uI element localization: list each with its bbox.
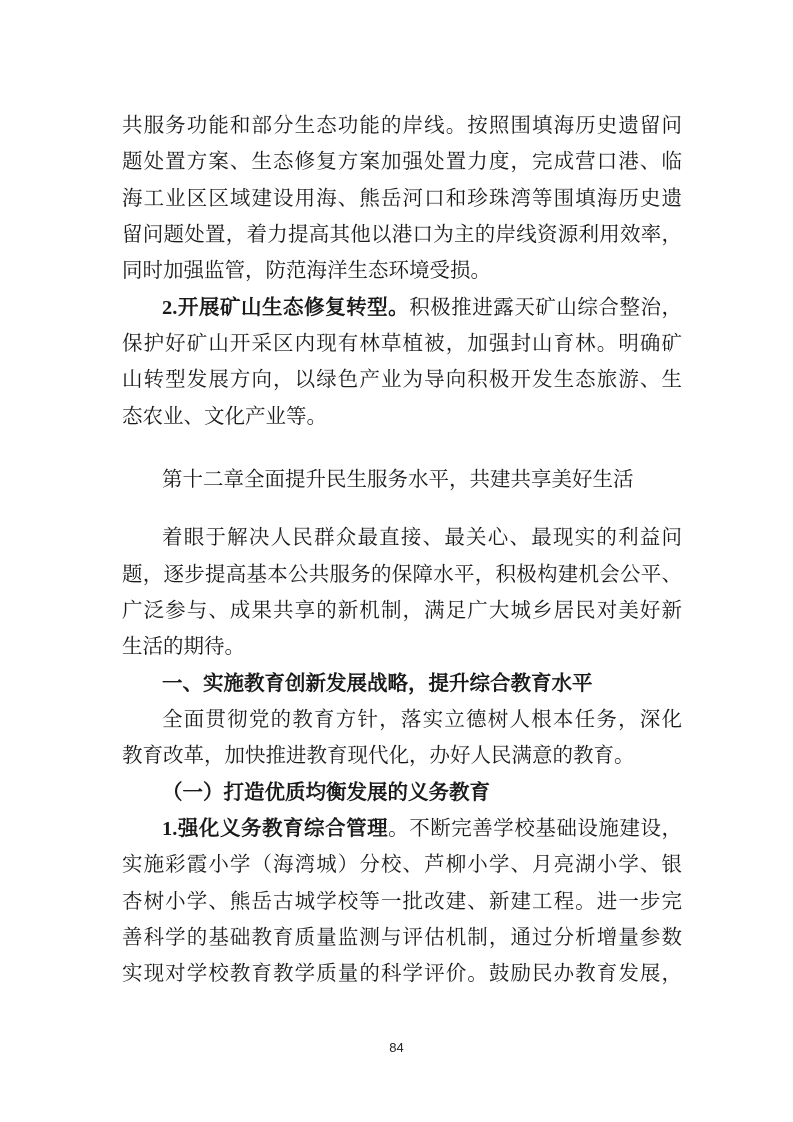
body-text-line: 题，逐步提高基本公共服务的保障水平，积极构建机会公平、 xyxy=(122,562,682,586)
mining-paragraph-first-line xyxy=(162,289,682,325)
mining-lead-title: 2.开展矿山生态修复转型。 xyxy=(162,297,410,319)
body-text-line: 题处置方案、生态修复方案加强处置力度，完成营口港、临 xyxy=(122,149,682,173)
body-text-line: 善科学的基础教育质量监测与评估机制，通过分析增量参数 xyxy=(122,925,682,949)
body-text-line: 实现对学校教育教学质量的科学评价。鼓励民办教育发展， xyxy=(122,961,682,985)
body-text-line: 留问题处置，着力提高其他以港口为主的岸线资源利用效率， xyxy=(122,222,682,246)
body-text-line: 实施彩霞小学（海湾城）分校、芦柳小学、月亮湖小学、银 xyxy=(122,852,682,876)
chapter-title: 第十二章全面提升民生服务水平，共建共享美好生活 xyxy=(162,467,634,491)
body-text-line: 共服务功能和部分生态功能的岸线。按照围填海历史遗留问 xyxy=(122,113,682,137)
body-text-line: 生活的期待。 xyxy=(122,634,245,658)
mining-lead-rest: 积极推进露天矿山综合整治， xyxy=(409,295,682,319)
body-text-line: 杏树小学、熊岳古城学校等一批改建、新建工程。进一步完 xyxy=(122,889,682,913)
education-paragraph-first-line xyxy=(162,810,682,846)
page-number: 84 xyxy=(389,1040,404,1055)
education-lead-rest: 。不断完善学校基础设施建设， xyxy=(388,816,682,840)
body-text-line: 保护好矿山开采区内现有林草植被，加强封山育林。明确矿 xyxy=(122,331,682,355)
education-lead-title: 1.强化义务教育综合管理 xyxy=(162,818,389,840)
body-text-line: 海工业区区域建设用海、熊岳河口和珍珠湾等围填海历史遗 xyxy=(122,186,682,210)
body-text-line: 同时加强监管，防范海洋生态环境受损。 xyxy=(122,258,491,282)
body-text-line: 态农业、文化产业等。 xyxy=(122,404,327,428)
body-text-line: 教育改革，加快推进教育现代化，办好人民满意的教育。 xyxy=(122,743,635,767)
body-text-line: 广泛参与、成果共享的新机制，满足广大城乡居民对美好新 xyxy=(122,598,682,622)
body-text-line: 山转型发展方向，以绿色产业为导向积极开发生态旅游、生 xyxy=(122,367,682,391)
body-text-line: 着眼于解决人民群众最直接、最关心、最现实的利益问 xyxy=(162,525,682,549)
subsection-heading: （一）打造优质均衡发展的义务教育 xyxy=(162,780,490,804)
section-heading: 一、实施教育创新发展战略，提升综合教育水平 xyxy=(162,671,593,695)
body-text-line: 全面贯彻党的教育方针，落实立德树人根本任务，深化 xyxy=(162,707,682,731)
